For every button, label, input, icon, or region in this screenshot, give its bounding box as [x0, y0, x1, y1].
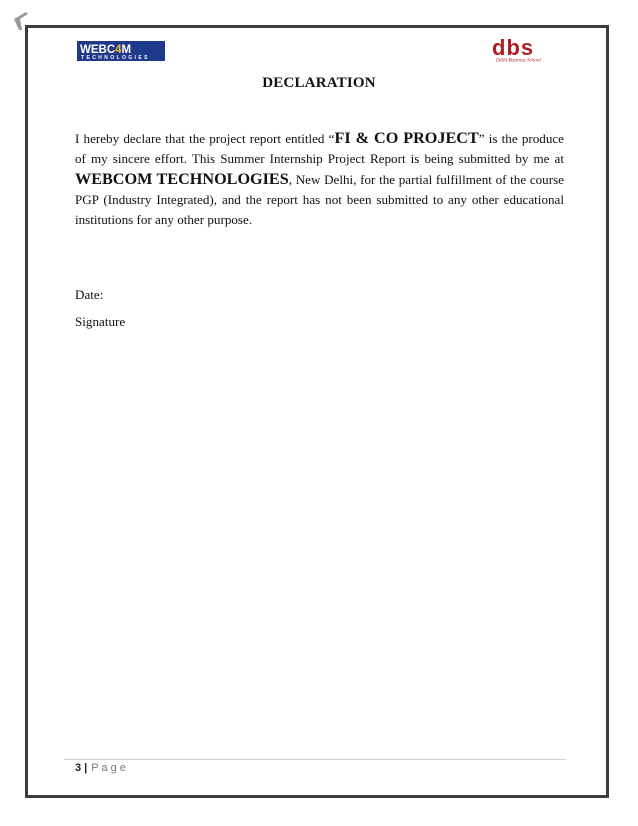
webcom-logo-text: WEBC4M	[80, 44, 132, 56]
dbs-logo-tagline: Delhi Business School	[496, 58, 541, 63]
page-number: 3	[75, 762, 82, 774]
webcom-logo	[77, 41, 165, 61]
project-name: FI & CO PROJECT	[334, 129, 479, 147]
footer-divider	[64, 759, 566, 760]
company-name: WEBCOM TECHNOLOGIES	[75, 170, 289, 188]
paragraph-text-2: ” is the produce of my sincere effort. This Summer Internship Project Report is being submitted by me at	[75, 131, 564, 166]
webcom-logo-tagline: TECHNOLOGIES	[81, 55, 150, 61]
date-label: Date:	[75, 287, 104, 302]
declaration-paragraph	[75, 128, 564, 230]
page-label: Page	[91, 762, 129, 774]
dbs-logo-text: dbs	[492, 37, 535, 60]
page-title: DECLARATION	[262, 75, 376, 91]
dbs-logo	[490, 37, 560, 63]
paragraph-text-3: , New Delhi, for the partial fulfillment of the course PGP (Industry Integrated), and the report has not been submitted to any other educational institutions for any other purpose.	[75, 172, 564, 227]
page-footer	[75, 762, 129, 774]
footer-separator: |	[84, 762, 88, 774]
signature-label: Signature	[75, 314, 126, 329]
paragraph-text-1: I hereby declare that the project report entitled “	[75, 131, 335, 146]
